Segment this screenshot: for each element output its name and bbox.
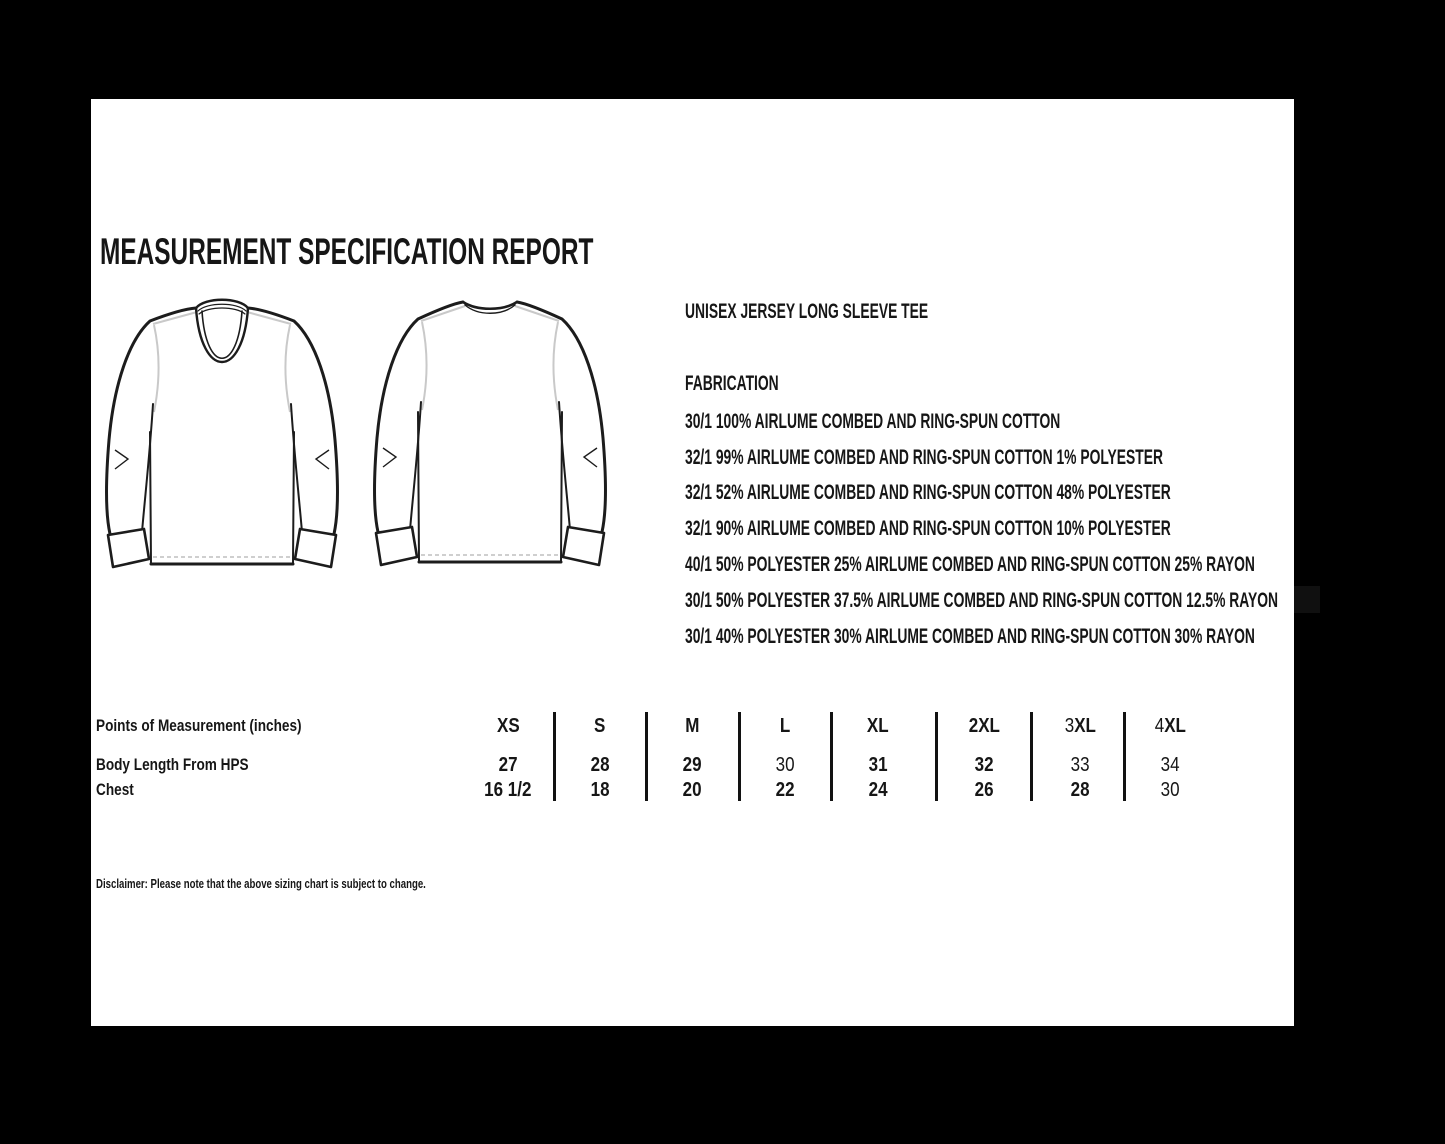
tee-back-drawing xyxy=(361,290,619,590)
product-name xyxy=(685,301,1053,323)
fabrication-line: 30/1 40% POLYESTER 30% AIRLUME COMBED AND RING-SPUN COTTON 30% RAYON xyxy=(685,624,1255,648)
seam-shadow-lines xyxy=(421,306,559,410)
measurement-value: 28 xyxy=(590,754,610,776)
measurement-value: 30 xyxy=(775,754,795,776)
tee-front-drawing xyxy=(93,292,351,592)
measurement-value: 29 xyxy=(682,754,702,776)
garment-outline xyxy=(106,308,337,567)
back-collar xyxy=(463,302,517,313)
measurement-value: 24 xyxy=(868,779,888,801)
size-column-header: L xyxy=(779,715,791,737)
measurement-value: 18 xyxy=(590,779,610,801)
fabrication-heading xyxy=(685,373,827,395)
garment-outline xyxy=(374,302,605,565)
fabrication-line: 40/1 50% POLYESTER 25% AIRLUME COMBED AND RING-SPUN COTTON 25% RAYON xyxy=(685,553,1255,577)
fabrication-line: 30/1 100% AIRLUME COMBED AND RING-SPUN COTTON xyxy=(685,409,1061,433)
fabrication-heading-text: FABRICATION xyxy=(685,372,779,395)
size-column-header: 4XL xyxy=(1154,715,1186,737)
fabrication-line: 32/1 99% AIRLUME COMBED AND RING-SPUN COTTON 1% POLYESTER xyxy=(685,445,1163,469)
measurement-value: 31 xyxy=(868,754,888,776)
measurement-value: 32 xyxy=(974,754,994,776)
measurement-value: 28 xyxy=(1070,779,1090,801)
points-of-measurement-header: Points of Measurement (inches) xyxy=(96,716,302,735)
column-divider xyxy=(1030,712,1033,801)
fabrication-line: 32/1 52% AIRLUME COMBED AND RING-SPUN COTTON 48% POLYESTER xyxy=(685,481,1171,505)
size-column-header: XS xyxy=(496,715,520,737)
size-table xyxy=(91,712,1294,804)
page-title-text: MEASUREMENT SPECIFICATION REPORT xyxy=(100,231,594,272)
size-column-header: 3XL xyxy=(1064,715,1096,737)
measurement-value: 16 1/2 xyxy=(484,779,532,801)
measurement-value: 30 xyxy=(1160,779,1180,801)
column-divider xyxy=(935,712,938,801)
measurement-value: 34 xyxy=(1160,754,1180,776)
clipped-text-artifact xyxy=(1294,586,1320,613)
disclaimer-text-inner: Disclaimer: Please note that the above sizing chart is subject to change. xyxy=(96,876,426,891)
measurement-value: 26 xyxy=(974,779,994,801)
fabrication-list xyxy=(685,404,1294,655)
measurement-value: 22 xyxy=(775,779,795,801)
size-column-header: XL xyxy=(867,715,889,737)
measurement-value: 33 xyxy=(1070,754,1090,776)
fabrication-line: 32/1 90% AIRLUME COMBED AND RING-SPUN COTTON 10% POLYESTER xyxy=(685,517,1171,541)
spec-sheet-page xyxy=(91,99,1294,1026)
measurement-row-label: Chest xyxy=(96,780,134,799)
page-title xyxy=(100,233,848,271)
crew-collar xyxy=(196,300,248,362)
disclaimer-text xyxy=(96,876,542,892)
measurement-value: 27 xyxy=(498,754,518,776)
size-column-header: M xyxy=(684,715,700,737)
product-name-text: UNISEX JERSEY LONG SLEEVE TEE xyxy=(685,300,929,323)
measurement-row-label: Body Length From HPS xyxy=(96,755,249,774)
size-column-header: 2XL xyxy=(968,715,1000,737)
fabrication-line: 30/1 50% POLYESTER 37.5% AIRLUME COMBED AND RING-SPUN COTTON 12.5% RAYON xyxy=(685,588,1279,612)
measurement-value: 20 xyxy=(682,779,702,801)
size-column-header: S xyxy=(594,715,606,737)
